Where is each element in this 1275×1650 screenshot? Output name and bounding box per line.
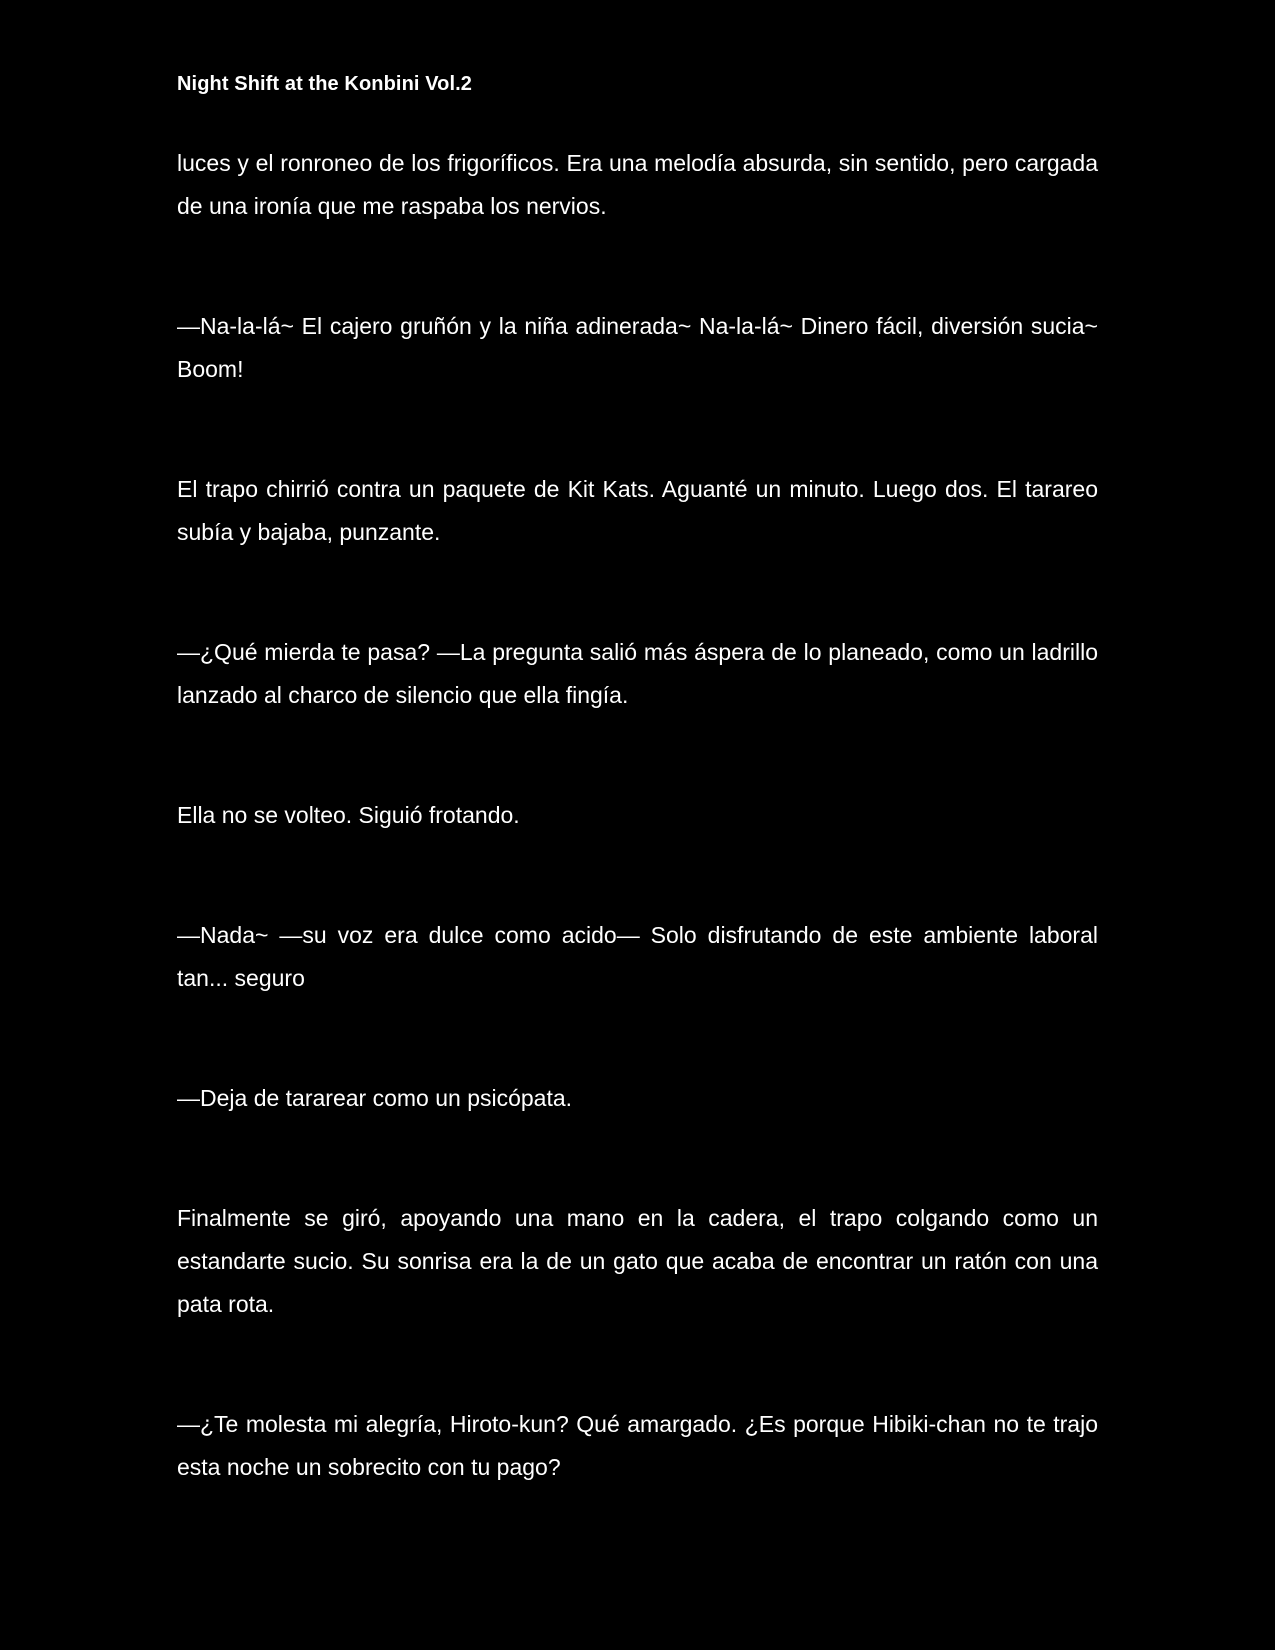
body-text (177, 142, 1098, 1566)
paragraph: Finalmente se giró, apoyando una mano en la cadera, el trapo colgando como un estandarte sucio. Su sonrisa era la de un gato que acaba de encontrar un ratón con una pata rota. (177, 1205, 1098, 1317)
paragraph: —Deja de tararear como un psicópata. (177, 1085, 573, 1111)
paragraph: El trapo chirrió contra un paquete de Kit Kats. Aguanté un minuto. Luego dos. El tarareo subía y bajaba, punzante. (177, 476, 1098, 545)
paragraph: —¿Te molesta mi alegría, Hiroto-kun? Qué amargado. ¿Es porque Hibiki-chan no te trajo esta noche un sobrecito con tu pago? (177, 1411, 1098, 1480)
paragraph: Ella no se volteo. Siguió frotando. (177, 802, 520, 828)
paragraph: —¿Qué mierda te pasa? —La pregunta salió más áspera de lo planeado, como un ladrillo lanzado al charco de silencio que ella fingía. (177, 639, 1098, 708)
paragraph: —Nada~ —su voz era dulce como acido— Solo disfrutando de este ambiente laboral tan... seguro (177, 922, 1098, 991)
paragraph: —Na-la-lá~ El cajero gruñón y la niña adinerada~ Na-la-lá~ Dinero fácil, diversión sucia~ Boom! (177, 313, 1098, 382)
running-header: Night Shift at the Konbini Vol.2 (177, 73, 473, 95)
paragraph: luces y el ronroneo de los frigoríficos. Era una melodía absurda, sin sentido, pero cargada de una ironía que me raspaba los nervios. (177, 150, 1098, 219)
